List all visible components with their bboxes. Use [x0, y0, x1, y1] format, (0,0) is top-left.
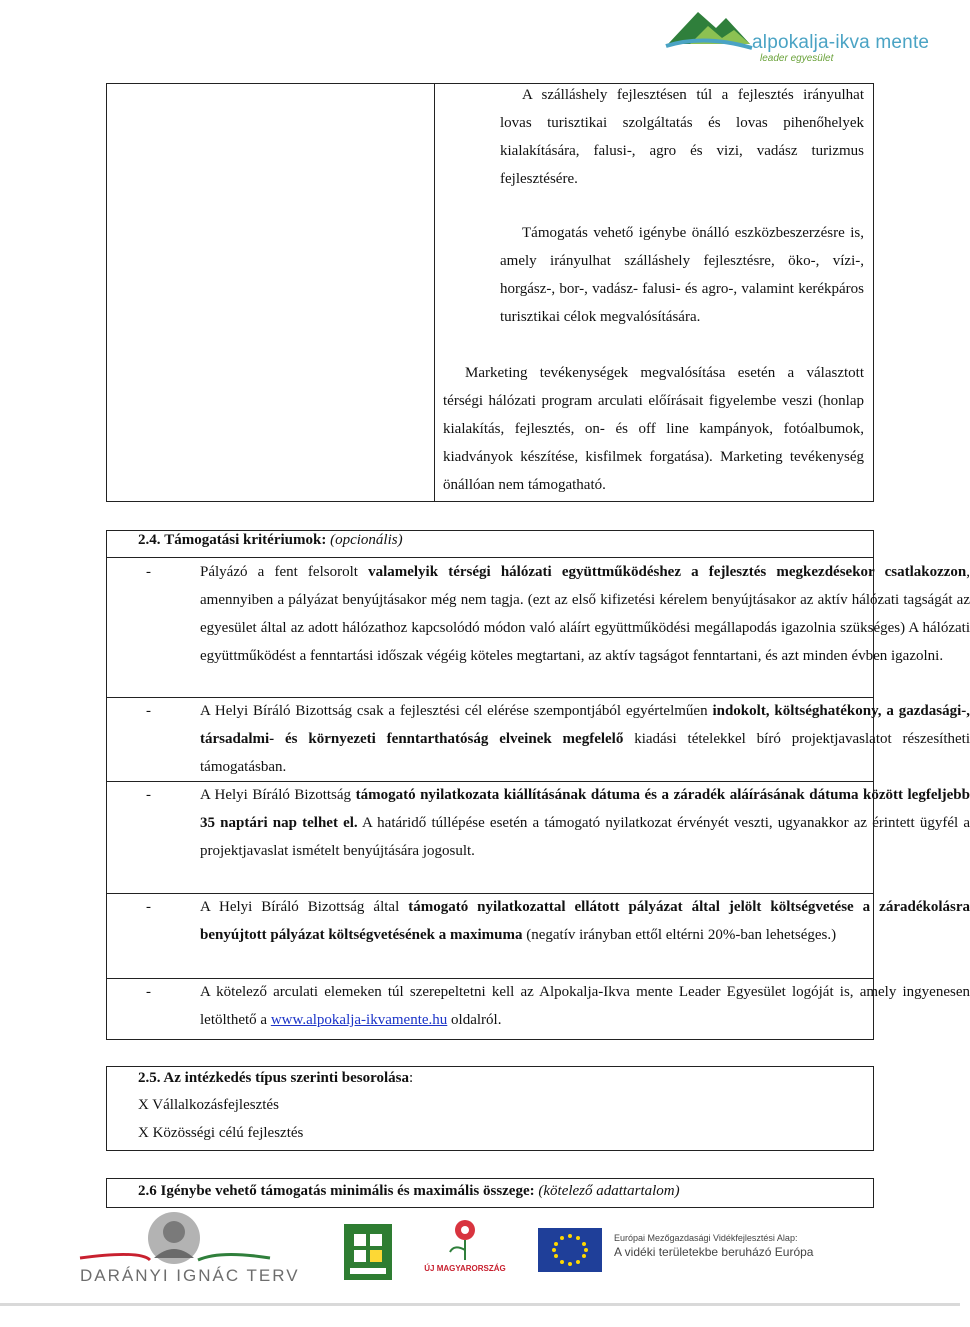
list-dash: - [146, 984, 151, 1000]
paragraph-marketing: Marketing tevékenységek megvalósítása esetén a választott térségi hálózati program arculati előírásait figyelembe veszi (honlap kialakítás, fejlesztés, on- és off line kampányok, fotóalbumok, kiadványok készítése, kisfilmek forgatása). Marketing tevékenység önállóan nem támogatható. [443, 365, 864, 493]
list-dash: - [146, 787, 151, 803]
uj-magyarorszag-logo: ÚJ MAGYARORSZÁG [424, 1214, 506, 1288]
list-dash: - [146, 703, 151, 719]
criteria-heading: 2.4. Támogatási kritériumok: (opcionális) [138, 532, 403, 548]
classification-item-community: X Közösségi célú fejlesztés [138, 1125, 304, 1141]
flower-icon [424, 1214, 506, 1264]
eu-stars-icon [538, 1228, 602, 1272]
eu-fund-text: Európai Mezőgazdasági Vidékfejlesztési Alap: A vidéki területekbe beruházó Európa [614, 1233, 814, 1259]
classification-heading: 2.5. Az intézkedés típus szerinti besorolása: [138, 1070, 414, 1086]
logo-name: alpokalja-ikva mente [752, 32, 930, 53]
alpokalja-logo [664, 4, 930, 66]
amount-heading: 2.6 Igénybe vehető támogatás minimális és maximális összege: (kötelező adattartalom) [138, 1183, 680, 1199]
portrait-emblem-icon [80, 1210, 270, 1266]
mountain-logo-icon [664, 4, 754, 54]
daranyi-ignac-terv-logo: DARÁNYI IGNÁC TERV [80, 1210, 270, 1290]
footer-divider [0, 1303, 960, 1306]
paragraph-equipment: Támogatás vehető igénybe önálló eszközbeszerzésre is, amely irányulhat szálláshely fejlesztésre, öko-, vízi-, horgász-, bor-, vadász- falusi- és agro-, valamint kerékpáros turisztikai célok megvalósítására. [500, 225, 864, 325]
leader-logo [344, 1224, 392, 1280]
classification-item-business: X Vállalkozásfejlesztés [138, 1097, 279, 1113]
leader-badge-icon [344, 1224, 392, 1280]
list-dash: - [146, 899, 151, 915]
paragraph-horse-tourism: A szálláshely fejlesztésen túl a fejlesztés irányulhat lovas turisztikai szolgáltatás és lovas pihenőhelyek kialakítására, falusi-, agro és vizi, vadász turizmus fejlesztésére. [500, 87, 864, 187]
eu-flag [538, 1228, 602, 1272]
logo-subtitle: leader egyesület [760, 53, 834, 64]
list-dash: - [146, 564, 151, 580]
top-table-divider [434, 83, 435, 502]
website-link[interactable]: www.alpokalja-ikvamente.hu [270, 1012, 448, 1028]
